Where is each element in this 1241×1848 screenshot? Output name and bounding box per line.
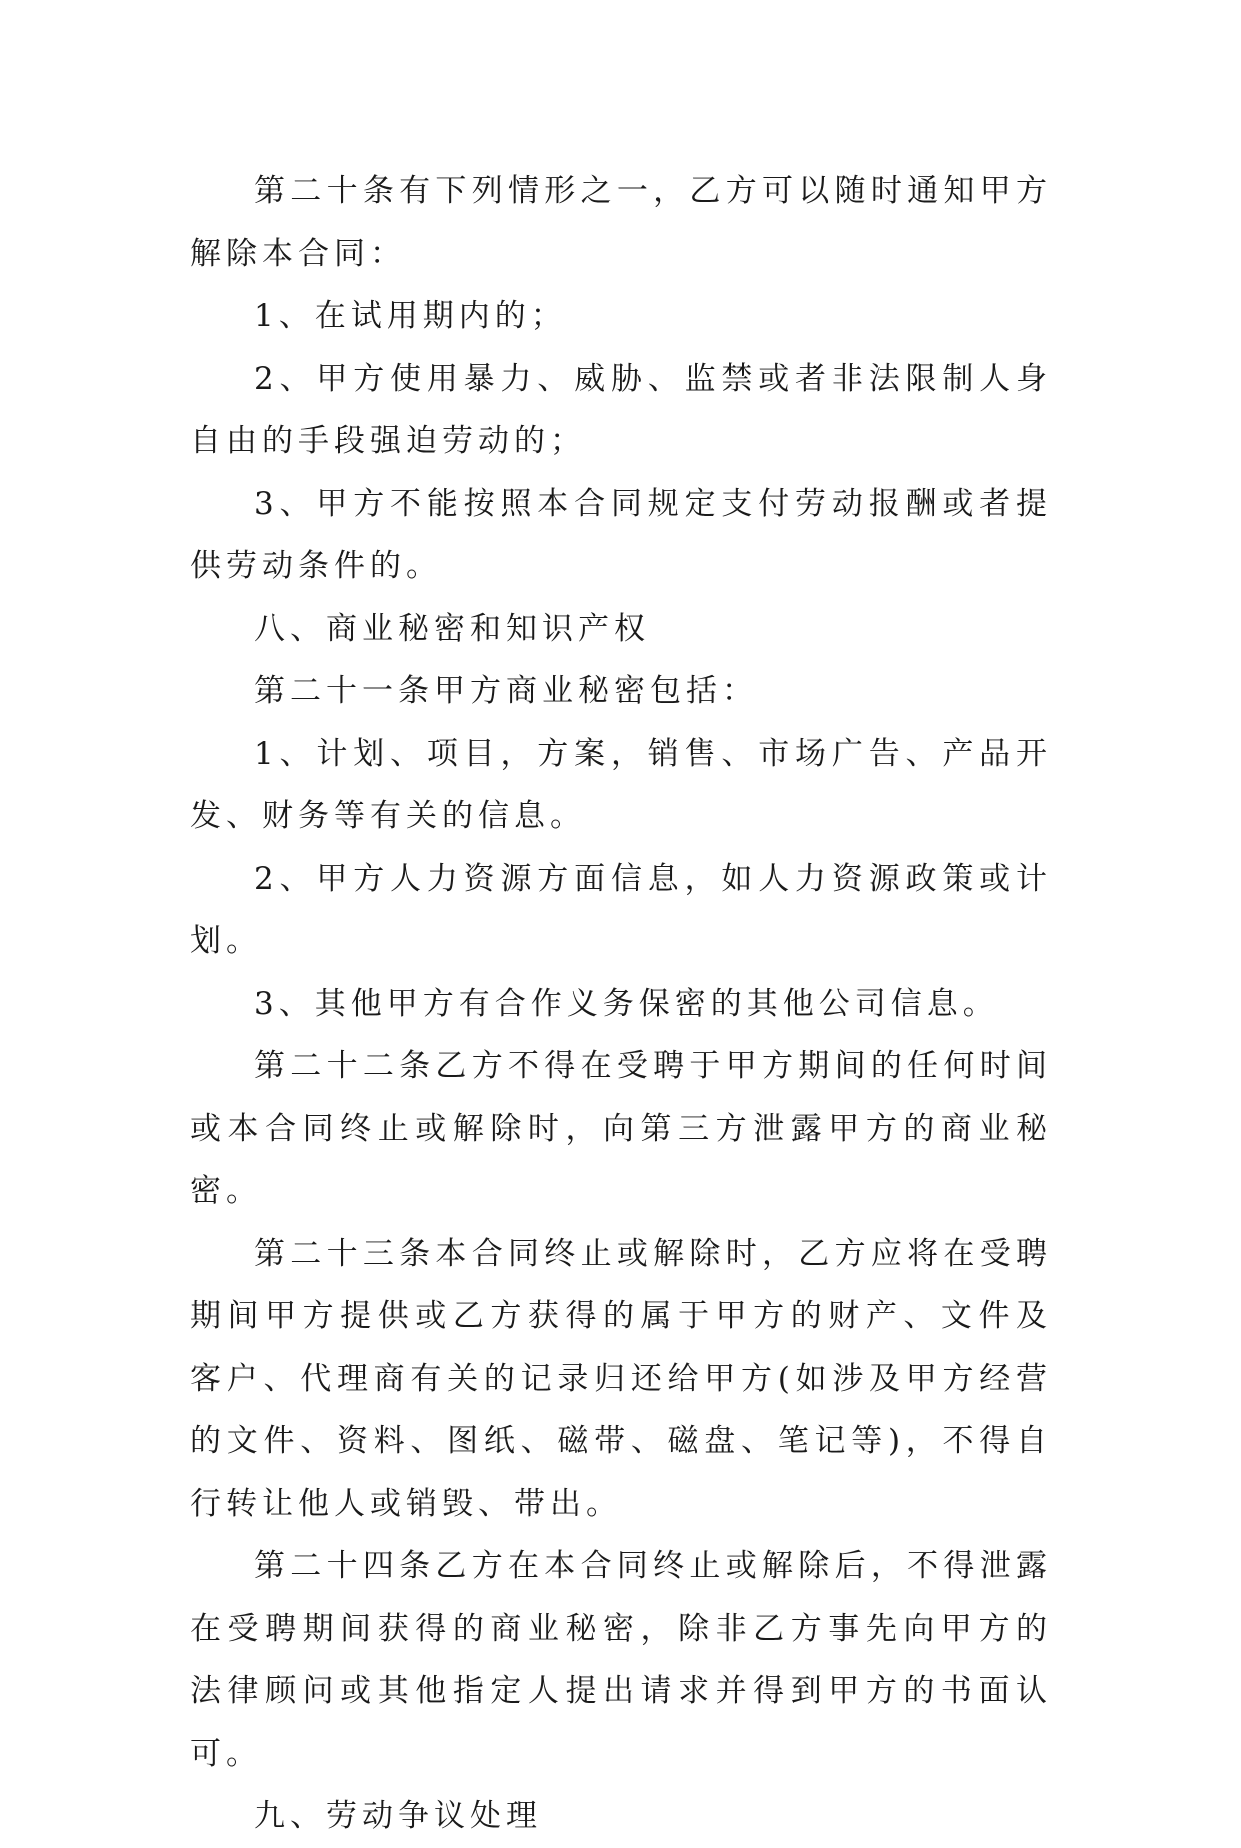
section-heading-labor-disputes: 九、劳动争议处理 (254, 1798, 542, 1834)
section-heading-trade-secrets: 八、商业秘密和知识产权 (254, 610, 650, 647)
clause-24: 第二十四条乙方在本合同终止或解除后，不得泄露在受聘期间获得的商业秘密，除非乙方事先向甲方的法律顾问或其他指定人提出请求并得到甲方的书面认可。 (190, 1548, 1052, 1772)
clause-20-item-2: 2、甲方使用暴力、威胁、监禁或者非法限制人身自由的手段强迫劳动的； (190, 360, 1052, 459)
document-body (190, 160, 1052, 1848)
clause-21-intro: 第二十一条甲方商业秘密包括： (254, 673, 758, 709)
clause-23: 第二十三条本合同终止或解除时，乙方应将在受聘期间甲方提供或乙方获得的属于甲方的财产、文件及客户、代理商有关的记录归还给甲方(如涉及甲方经营的文件、资料、图纸、磁带、磁盘、笔记等)，不得自行转让他人或销毁、带出。 (190, 1235, 1052, 1522)
clause-20-item-3: 3、甲方不能按照本合同规定支付劳动报酬或者提供劳动条件的。 (190, 485, 1052, 584)
clause-21-item-3: 3、其他甲方有合作义务保密的其他公司信息。 (254, 985, 999, 1022)
clause-20-item-1: 1、在试用期内的； (254, 298, 567, 334)
clause-20-intro: 第二十条有下列情形之一，乙方可以随时通知甲方解除本合同： (190, 173, 1052, 272)
clause-22: 第二十二条乙方不得在受聘于甲方期间的任何时间或本合同终止或解除时，向第三方泄露甲方的商业秘密。 (190, 1048, 1052, 1209)
clause-21-item-1: 1、计划、项目，方案，销售、市场广告、产品开发、财务等有关的信息。 (190, 735, 1052, 834)
clause-21-item-2: 2、甲方人力资源方面信息，如人力资源政策或计划。 (190, 860, 1052, 959)
